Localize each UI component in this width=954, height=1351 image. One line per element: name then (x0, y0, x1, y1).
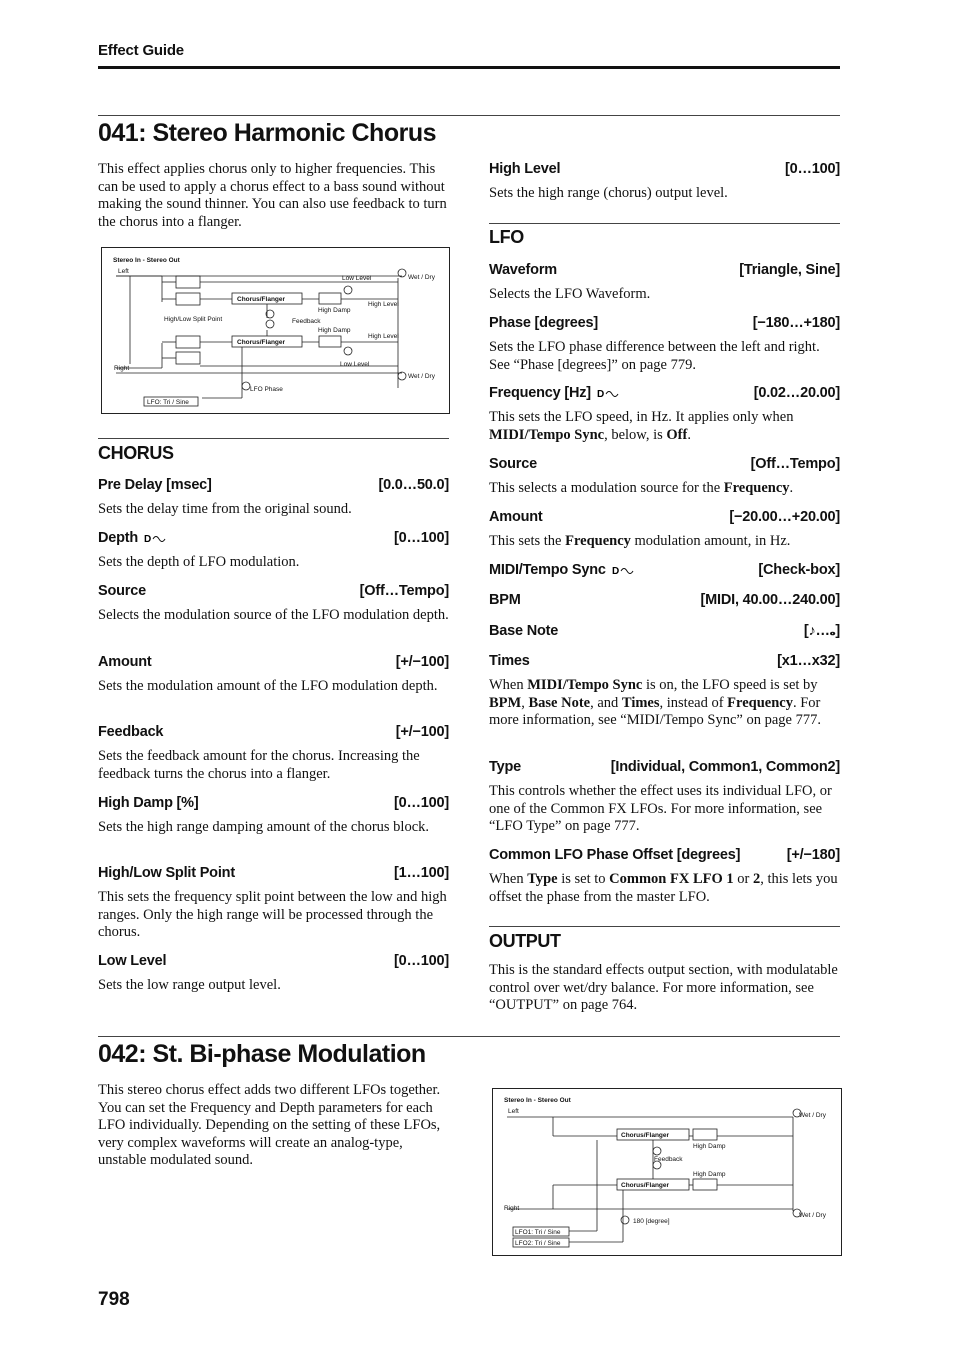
param-source: Source [Off…Tempo] (98, 583, 449, 599)
dmod-icon (612, 564, 636, 576)
svg-text:LFO2: Tri / Sine: LFO2: Tri / Sine (515, 1240, 561, 1247)
svg-text:Feedback: Feedback (654, 1156, 683, 1163)
param-source-desc: Selects the modulation source of the LFO modulation depth. (98, 607, 449, 623)
param-times: Times [x1…x32] (489, 653, 840, 669)
param-low-level: Low Level [0…100] (98, 953, 449, 969)
param-split-point: High/Low Split Point [1…100] (98, 865, 449, 881)
param-lfo-amount-desc: This sets the Frequency modulation amount, in Hz. (489, 533, 791, 549)
param-depth-desc: Sets the depth of LFO modulation. (98, 554, 300, 570)
svg-text:High Level: High Level (368, 333, 399, 340)
svg-text:Wet / Dry: Wet / Dry (408, 373, 435, 380)
svg-text:D: D (596, 389, 604, 399)
running-header: Effect Guide (98, 42, 184, 59)
param-pre-delay: Pre Delay [msec] [0.0…50.0] (98, 477, 449, 493)
svg-text:LFO1: Tri / Sine: LFO1: Tri / Sine (515, 1229, 561, 1236)
lfo-rule (489, 223, 840, 224)
chorus-rule (98, 438, 449, 439)
param-type: Type [Individual, Common1, Common2] (489, 759, 840, 775)
param-pre-delay-desc: Sets the delay time from the original sound. (98, 501, 352, 517)
svg-text:Feedback: Feedback (292, 318, 321, 325)
effect-042-block-diagram (492, 1088, 842, 1256)
param-high-level-desc: Sets the high range (chorus) output level. (489, 185, 728, 201)
effect-041-intro: This effect applies chorus only to higher frequencies. This can be used to apply a chorus effect to a bass sound without making the sound thinner. You can also use feedback to turn the chorus into a flanger. (98, 161, 447, 230)
svg-text:Left: Left (118, 268, 129, 275)
svg-text:Stereo In - Stereo Out: Stereo In - Stereo Out (504, 1097, 571, 1104)
svg-text:Chorus/Flanger: Chorus/Flanger (621, 1182, 670, 1189)
svg-text:Left: Left (508, 1108, 519, 1115)
param-waveform-desc: Selects the LFO Waveform. (489, 286, 651, 302)
svg-text:Right: Right (114, 365, 130, 372)
svg-text:High/Low Split Point: High/Low Split Point (164, 316, 223, 323)
param-common-phase-desc: When Type is set to Common FX LFO 1 or 2, this lets you offset the phase from the master LFO. (489, 871, 838, 905)
svg-text:D: D (611, 566, 619, 576)
output-heading: OUTPUT (489, 931, 561, 951)
param-low-level-desc: Sets the low range output level. (98, 977, 281, 993)
svg-text:Wet / Dry: Wet / Dry (799, 1212, 826, 1219)
param-frequency: Frequency [Hz] D [0.02…20.00] (489, 385, 840, 401)
param-phase: Phase [degrees] [−180…+180] (489, 315, 840, 331)
svg-text:Low Level: Low Level (342, 275, 372, 282)
svg-text:Wet / Dry: Wet / Dry (799, 1112, 826, 1119)
param-lfo-source: Source [Off…Tempo] (489, 456, 840, 472)
param-high-damp: High Damp [%] [0…100] (98, 795, 449, 811)
effect-041-block-diagram (101, 247, 450, 414)
svg-text:High Level: High Level (368, 301, 399, 308)
svg-text:Right: Right (504, 1205, 520, 1212)
param-lfo-source-desc: This selects a modulation source for the Frequency. (489, 480, 794, 496)
output-rule (489, 926, 840, 927)
param-feedback: Feedback [+/−100] (98, 724, 449, 740)
svg-text:LFO Phase: LFO Phase (250, 386, 283, 393)
dmod-icon (144, 532, 168, 544)
param-type-desc: This controls whether the effect uses its individual LFO, or one of the Common FX LFOs. For more information, see “LFO Type” on page 777. (489, 783, 832, 834)
param-midi-sync: MIDI/Tempo Sync D [Check-box] (489, 562, 840, 578)
effect-042-intro: This stereo chorus effect adds two different LFOs together. You can set the Frequency and Depth parameters for each LFO individually. Depending on the setting of these LFOs, very complex waveforms will create an analog-type, unstable modulated sound. (98, 1082, 441, 1168)
param-amount-desc: Sets the modulation amount of the LFO modulation depth. (98, 678, 438, 694)
svg-text:D: D (144, 534, 152, 544)
page-number: 798 (98, 1289, 130, 1310)
svg-text:180 [degree]: 180 [degree] (633, 1218, 670, 1225)
param-times-desc: When MIDI/Tempo Sync is on, the LFO speed is set by BPM, Base Note, and Times, instead of Frequency. For more information, see “MIDI/Tempo Sync” on page 777. (489, 677, 821, 728)
svg-text:High Damp: High Damp (693, 1143, 726, 1150)
svg-text:High Damp: High Damp (318, 307, 351, 314)
effect-041-title: 041: Stereo Harmonic Chorus (98, 119, 436, 147)
param-split-point-desc: This sets the frequency split point between the low and high ranges. Only the high range will be processed through the chorus. (98, 889, 447, 940)
param-high-damp-desc: Sets the high range damping amount of the chorus block. (98, 819, 430, 835)
svg-text:High Damp: High Damp (318, 327, 351, 334)
param-feedback-desc: Sets the feedback amount for the chorus. Increasing the feedback turns the chorus into a flanger. (98, 748, 420, 782)
svg-text:Chorus/Flanger: Chorus/Flanger (237, 339, 286, 346)
svg-text:Chorus/Flanger: Chorus/Flanger (621, 1132, 670, 1139)
param-amount: Amount [+/−100] (98, 654, 449, 670)
svg-text:Stereo In - Stereo Out: Stereo In - Stereo Out (113, 257, 180, 264)
param-frequency-desc: This sets the LFO speed, in Hz. It applies only when MIDI/Tempo Sync, below, is Off. (489, 409, 794, 443)
param-lfo-amount: Amount [−20.00…+20.00] (489, 509, 840, 525)
svg-text:Chorus/Flanger: Chorus/Flanger (237, 296, 286, 303)
param-waveform: Waveform [Triangle, Sine] (489, 262, 840, 278)
param-phase-desc: Sets the LFO phase difference between the left and right. See “Phase [degrees]” on page 779. (489, 339, 820, 373)
effect-042-title: 042: St. Bi-phase Modulation (98, 1040, 426, 1068)
param-depth: Depth D [0…100] (98, 530, 449, 546)
output-desc: This is the standard effects output section, with modulatable control over wet/dry balance. For more information, see “OUTPUT” on page 764. (489, 962, 838, 1013)
param-high-level: High Level [0…100] (489, 161, 840, 177)
svg-text:High Damp: High Damp (693, 1171, 726, 1178)
svg-text:Wet / Dry: Wet / Dry (408, 274, 435, 281)
lfo-heading: LFO (489, 227, 524, 247)
param-base-note: Base Note [♪…𝅝] (489, 623, 840, 639)
chorus-heading: CHORUS (98, 443, 174, 463)
param-bpm: BPM [MIDI, 40.00…240.00] (489, 592, 840, 608)
dmod-icon (597, 387, 621, 399)
section-rule-042 (98, 1036, 840, 1037)
svg-text:Low Level: Low Level (340, 361, 370, 368)
svg-text:LFO: Tri / Sine: LFO: Tri / Sine (147, 399, 189, 406)
param-common-phase: Common LFO Phase Offset [degrees] [+/−180] (489, 847, 840, 863)
